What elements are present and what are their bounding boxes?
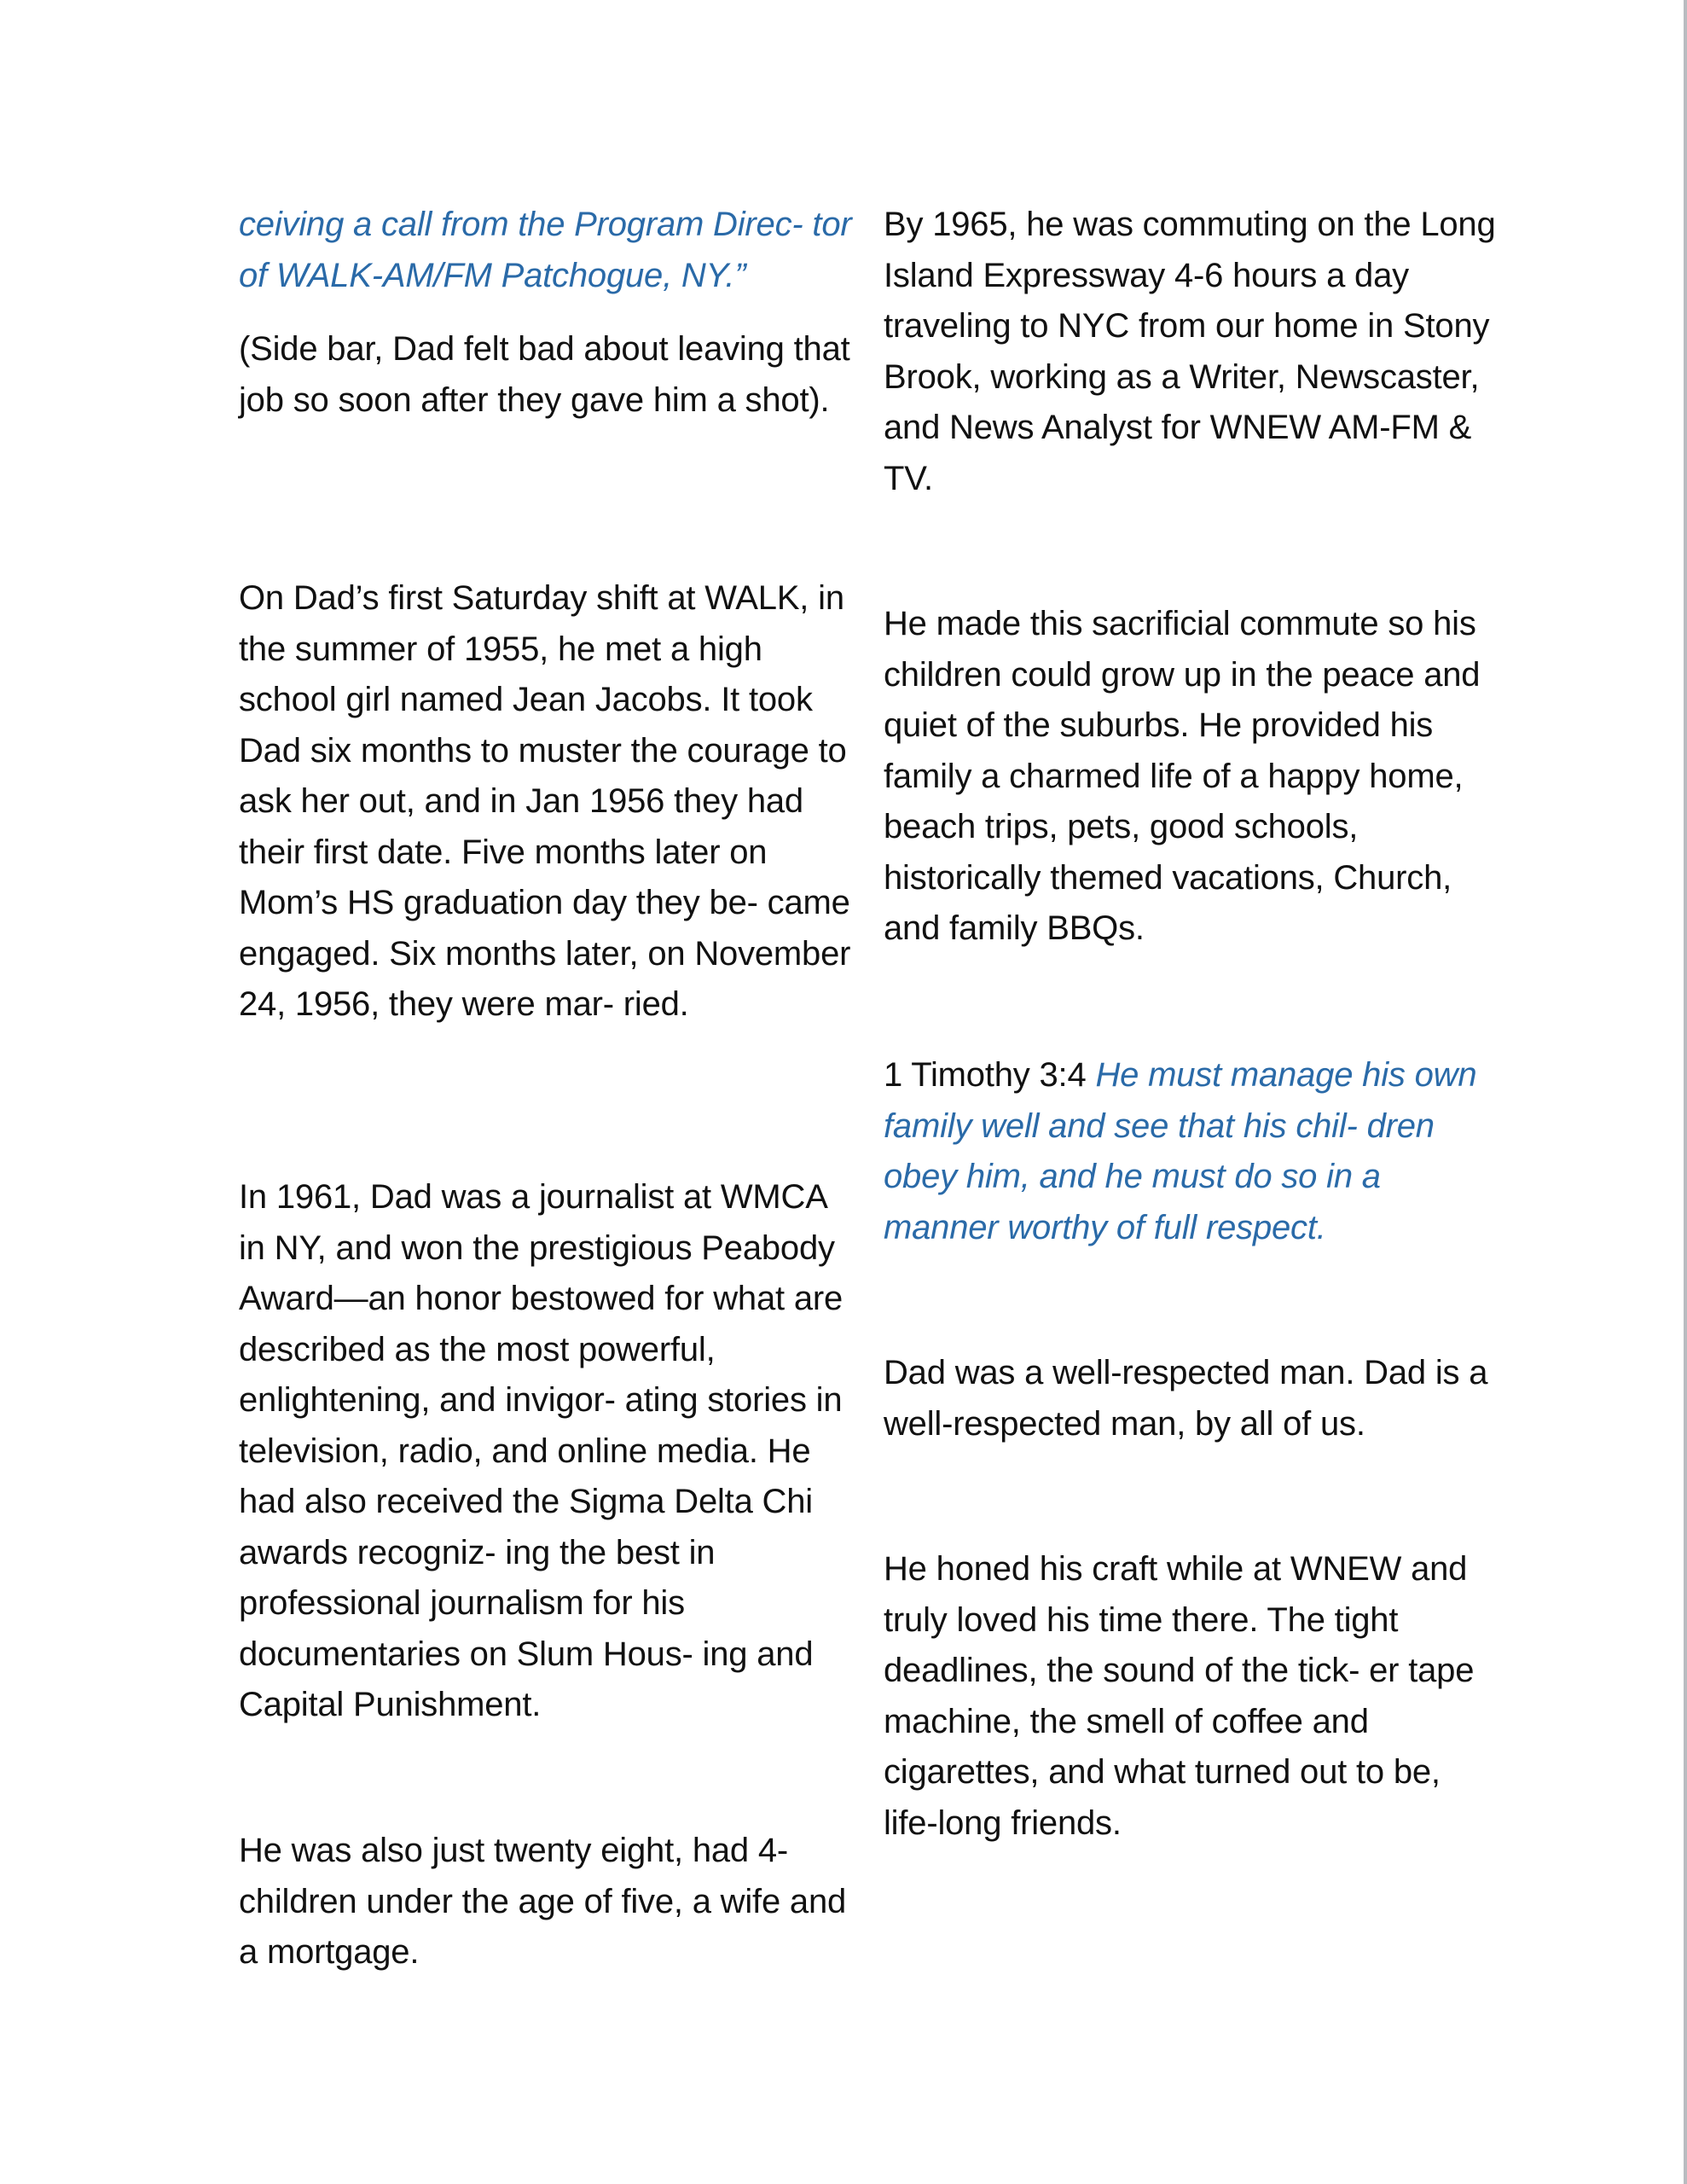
scripture-reference: 1 Timothy 3:4 xyxy=(884,1056,1087,1094)
side-bar-paragraph: (Side bar, Dad felt bad about leaving that job so soon after they gave him a shot). xyxy=(239,330,850,419)
scripture-paragraph xyxy=(884,1050,1498,1253)
quote-continuation: ceiving a call from the Program Direc- tor of WALK-AM/FM Patchogue, NY.” xyxy=(239,206,852,294)
well-respected-paragraph: Dad was a well-respected man. Dad is a well-respected man, by all of us. xyxy=(884,1354,1488,1443)
scripture-text: He must manage his own family well and see that his chil- dren obey him, and he must do so in a manner worthy of full respect. xyxy=(884,1056,1477,1246)
wnew-craft-paragraph: He honed his craft while at WNEW and truly loved his time there. The tight deadlines, the sound of the tick- er tape machine, the smell of coffee and cigarettes, and what turned out to be, life-long friends. xyxy=(884,1550,1475,1842)
peabody-paragraph: In 1961, Dad was a journalist at WMCA in NY, and won the prestigious Peabody Award—an honor bestowed for what are described as the most powerful, enlightening, and invigor- ating stories in television, radio, and online media. He had also received the Sigma Delta Chi awards recogniz- ing the best in professional journalism for his documentaries on Slum Hous- ing and Capital Punishment. xyxy=(239,1178,844,1723)
age-paragraph: He was also just twenty eight, had 4- children under the age of five, a wife and a mortgage. xyxy=(239,1832,847,1971)
sacrificial-commute-paragraph: He made this sacrificial commute so his children could grow up in the peace and quiet of the suburbs. He provided his family a charmed life of a happy home, beach trips, pets, good schools, historically themed vacations, Church, and family BBQs. xyxy=(884,605,1481,947)
page-edge-divider xyxy=(1684,0,1687,2184)
commuting-1965-paragraph: By 1965, he was commuting on the Long Island Expressway 4-6 hours a day traveling to NYC from our home in Stony Brook, working as a Writer, Newscaster, and News Analyst for WNEW AM-FM & TV. xyxy=(884,206,1496,497)
walk-paragraph: On Dad’s first Saturday shift at WALK, in the summer of 1955, he met a high school girl named Jean Jacobs. It took Dad six months to muster the courage to ask her out, and in Jan 1956 they had their first date. Five months later on Mom’s HS graduation day they be- came engaged. Six months later, on November 24, 1956, they were mar- ried. xyxy=(239,579,851,1023)
